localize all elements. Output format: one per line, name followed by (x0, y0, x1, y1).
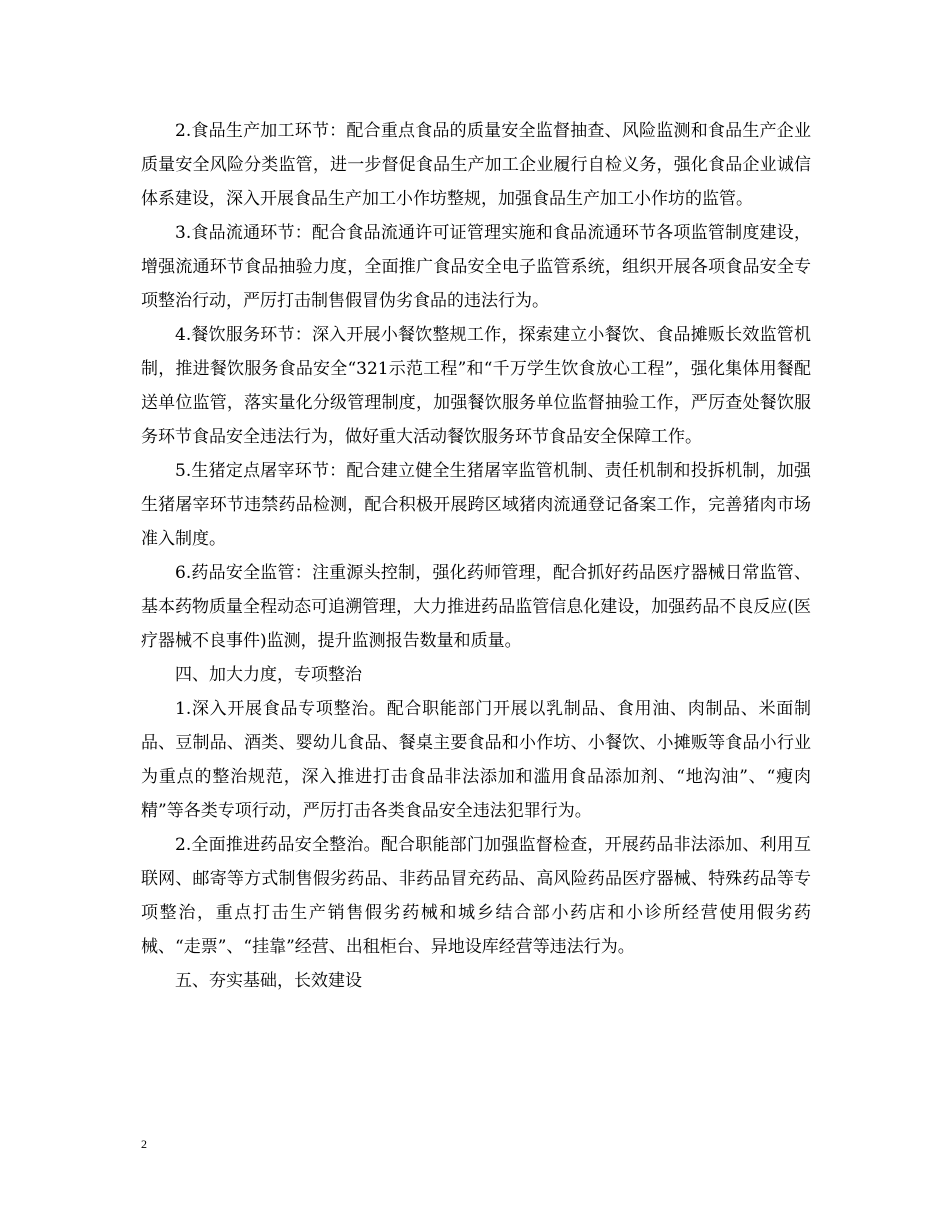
paragraph-food-production: 2.食品生产加工环节：配合重点食品的质量安全监督抽查、风险监测和食品生产企业质量安全风险分类监管，进一步督促食品生产加工企业履行自检义务，强化食品企业诚信体系建设，深入开展食品生产加工小作坊整规，加强食品生产加工小作坊的监管。 (141, 121, 811, 209)
paragraph-food-circulation: 3.食品流通环节：配合食品流通许可证管理实施和食品流通环节各项监管制度建设，增强流通环节食品抽验力度，全面推广食品安全电子监管系统，组织开展各项食品安全专项整治行动，严厉打击制售假冒伪劣食品的违法行为。 (141, 223, 811, 311)
paragraph-food-special-rectification: 1.深入开展食品专项整治。配合职能部门开展以乳制品、食用油、肉制品、米面制品、豆制品、酒类、婴幼儿食品、餐桌主要食品和小作坊、小餐饮、小摊贩等食品小行业为重点的整治规范，深入推进打击食品非法添加和滥用食品添加剂、“地沟油”、“瘦肉精”等各类专项行动，严厉打击各类食品安全违法犯罪行为。 (141, 699, 811, 821)
paragraph-drug-safety: 6.药品安全监管：注重源头控制，强化药师管理，配合抓好药品医疗器械日常监管、基本药物质量全程动态可追溯管理，大力推进药品监管信息化建设，加强药品不良反应(医疗器械不良事件)监测，提升监测报告数量和质量。 (141, 563, 811, 651)
page-number: 2 (141, 1137, 147, 1151)
paragraph-pig-slaughter: 5.生猪定点屠宰环节：配合建立健全生猪屠宰监管机制、责任机制和投拆机制，加强生猪屠宰环节违禁药品检测，配合积极开展跨区域猪肉流通登记备案工作，完善猪肉市场准入制度。 (141, 461, 811, 549)
paragraph-drug-special-rectification: 2.全面推进药品安全整治。配合职能部门加强监督检查，开展药品非法添加、利用互联网、邮寄等方式制售假劣药品、非药品冒充药品、高风险药品医疗器械、特殊药品等专项整治，重点打击生产销售假劣药械和城乡结合部小药店和小诊所经营使用假劣药械、“走票”、“挂靠”经营、出租柜台、异地设库经营等违法行为。 (141, 835, 811, 957)
paragraph-catering-service: 4.餐饮服务环节：深入开展小餐饮整规工作，探索建立小餐饮、食品摊贩长效监管机制，推进餐饮服务食品安全“321示范工程”和“千万学生饮食放心工程”，强化集体用餐配送单位监管，落实量化分级管理制度，加强餐饮服务单位监督抽验工作，严厉查处餐饮服务环节食品安全违法行为，做好重大活动餐饮服务环节食品安全保障工作。 (141, 325, 811, 447)
section-heading-five: 五、夯实基础，长效建设 (175, 971, 362, 991)
section-heading-four: 四、加大力度，专项整治 (175, 665, 362, 685)
document-body (141, 114, 811, 998)
